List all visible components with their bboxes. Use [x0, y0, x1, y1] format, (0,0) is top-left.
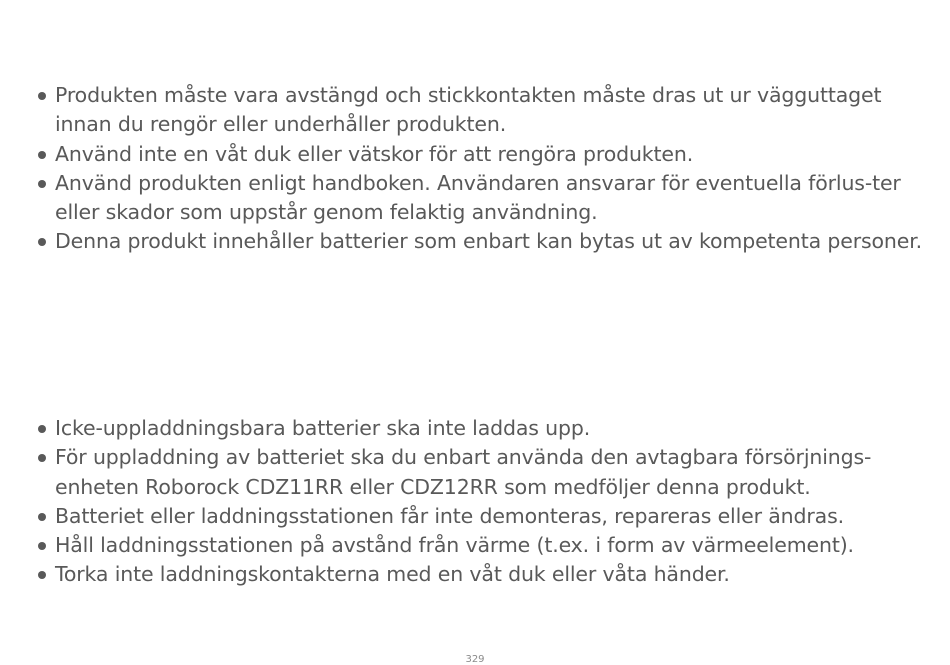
list-item-text: Produkten måste vara avstängd och stickkontakten måste dras ut ur vägguttaget innan du rengör eller underhåller produkten.	[55, 83, 882, 137]
list-item	[36, 443, 926, 502]
safety-list-general	[36, 81, 926, 257]
list-item	[36, 414, 926, 443]
list-item	[36, 531, 926, 560]
safety-list-battery	[36, 414, 926, 590]
list-item	[36, 560, 926, 589]
list-item-text: Använd produkten enligt handboken. Användaren ansvarar för eventuella förlus-ter eller skador som uppstår genom felaktig användning.	[55, 170, 901, 225]
list-item	[36, 502, 926, 531]
bullet-icon	[38, 571, 46, 579]
bullet-icon	[38, 180, 46, 188]
list-item-text: Icke-uppladdningsbara batterier ska inte laddas upp.	[55, 416, 591, 440]
bullet-icon	[38, 425, 46, 433]
bullet-icon	[38, 238, 46, 246]
list-item-text: Batteriet eller laddningsstationen får inte demonteras, repareras eller ändras.	[55, 503, 844, 528]
list-item	[36, 81, 926, 140]
list-item-text: För uppladdning av batteriet ska du enbart använda den avtagbara försörjnings-enheten Roborock CDZ11RR eller CDZ12RR som medföljer denna produkt.	[55, 445, 872, 499]
bullet-icon	[38, 92, 46, 100]
list-item	[36, 227, 926, 256]
bullet-icon	[38, 542, 46, 550]
list-item-text: Torka inte laddningskontakterna med en våt duk eller våta händer.	[55, 562, 730, 587]
list-item-text: Använd inte en våt duk eller vätskor för att rengöra produkten.	[55, 141, 694, 166]
list-item	[36, 169, 926, 228]
list-item-text: Denna produkt innehåller batterier som enbart kan bytas ut av kompetenta personer.	[55, 229, 922, 254]
bullet-icon	[38, 454, 46, 462]
page-number: 329	[465, 654, 485, 665]
list-item	[36, 140, 926, 169]
bullet-icon	[38, 513, 46, 521]
list-item-text: Håll laddningsstationen på avstånd från värme (t.ex. i form av värmeelement).	[55, 533, 854, 558]
bullet-icon	[38, 151, 46, 159]
